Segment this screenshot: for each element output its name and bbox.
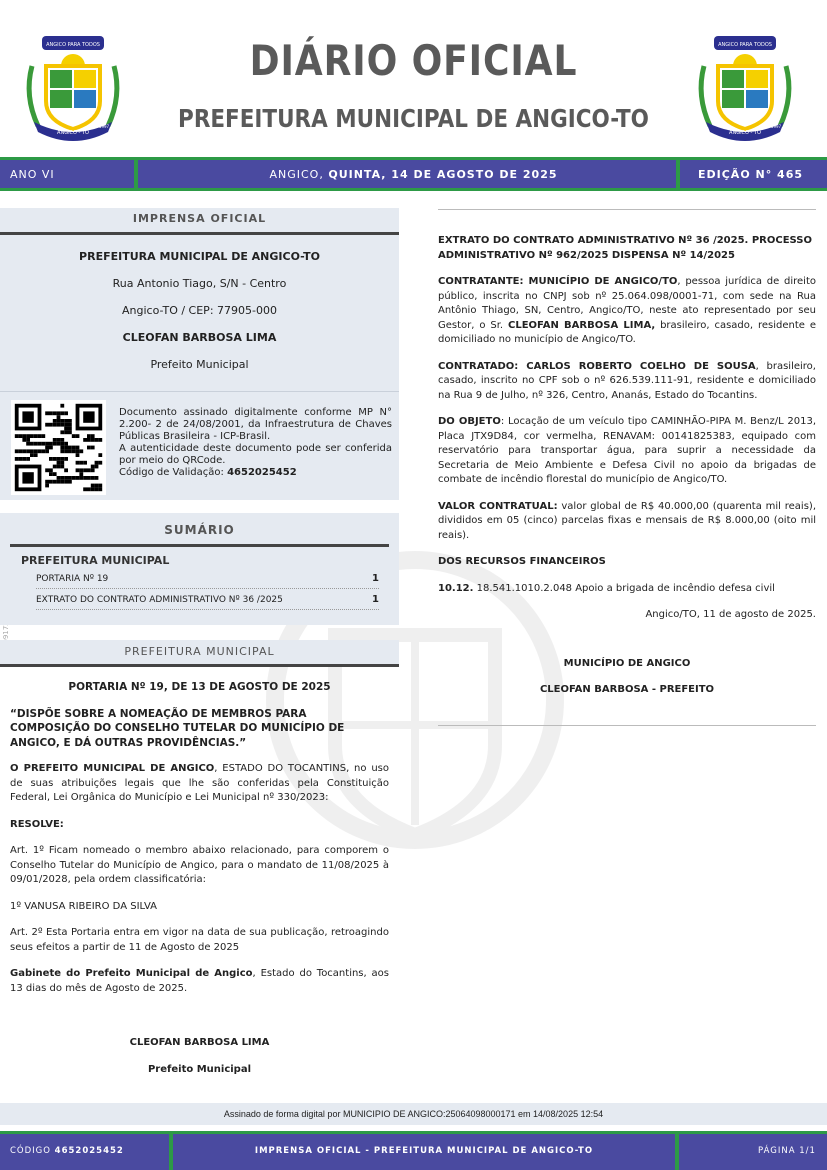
extrato-recursos: DOS RECURSOS FINANCEIROS <box>438 556 606 567</box>
emblem-bottom-text: ANGICO - TO <box>57 130 89 136</box>
extrato-objeto: DO OBJETO: Locação de um veículo tipo CAMINHÃO-PIPA M. Benz/L 2013, Placa JTX9D84, cor vermelha, RENAVAM: 00141825383, equipado com reservatório para transportar água, para suprir a necessidade da Secretaria de Meio Ambiente e Defesa Civil no apoio da brigadas de combate de incêndio florestal do município de Angico/TO. <box>438 416 817 485</box>
extrato-date: Angico/TO, 11 de agosto de 2025. <box>645 609 816 620</box>
portaria-resolve: RESOLVE: <box>10 818 64 830</box>
edition-number: EDIÇÃO N° 465 <box>698 168 804 181</box>
authenticity-notice: A autenticidade deste documento pode ser conferida por meio do QRCode. <box>119 443 392 466</box>
page-title: DIÁRIO OFICIAL <box>249 36 578 85</box>
footer-title: IMPRENSA OFICIAL - PREFEITURA MUNICIPAL DE ANGICO-TO <box>254 1146 594 1156</box>
portaria-title: PORTARIA Nº 19, DE 13 DE AGOSTO DE 2025 <box>68 681 331 693</box>
portaria-closing: Gabinete do Prefeito Municipal de Angico, Estado do Tocantins, aos 13 dias do mês de Agosto de 2025. <box>10 968 390 994</box>
extrato-body <box>438 234 816 698</box>
footer-code: CÓDIGO 4652025452 <box>10 1146 124 1156</box>
emblem-top-text: ANGICO PARA TODOS <box>46 42 100 48</box>
imprensa-heading: IMPRENSA OFICIAL <box>132 212 267 225</box>
imprensa-address: Rua Antonio Tiago, S/N - Centro <box>112 277 287 290</box>
imprensa-mayor: CLEOFAN BARBOSA LIMA <box>122 331 277 344</box>
signature-notice: Documento assinado digitalmente conforme MP N° 2.200- 2 de 24/08/2001, da Infraestrutura de Chaves Públicas Brasileira - ICP-Brasil. <box>119 407 392 442</box>
portaria-body <box>10 680 389 1077</box>
imprensa-role: Prefeito Municipal <box>150 358 249 371</box>
page-subtitle: PREFEITURA MUNICIPAL DE ANGICO-TO <box>178 104 649 133</box>
portaria-art2: Art. 2º Esta Portaria entra em vigor na data de sua publicação, retroagindo seus efeitos a partir de 11 de Agosto de 2025 <box>10 927 389 953</box>
validation-qr-code[interactable] <box>11 400 106 495</box>
imprensa-city: Angico-TO / CEP: 77905-000 <box>122 304 277 317</box>
portaria-sign-name: CLEOFAN BARBOSA LIMA <box>129 1037 270 1048</box>
sumario-heading: SUMÁRIO <box>164 523 235 537</box>
imprensa-org: PREFEITURA MUNICIPAL DE ANGICO-TO <box>79 250 320 263</box>
emblem-year: 1997 <box>98 124 110 129</box>
sumario-section: PREFEITURA MUNICIPAL <box>21 554 170 567</box>
section-heading: PREFEITURA MUNICIPAL <box>124 645 275 658</box>
footer-page: PÁGINA 1/1 <box>758 1146 816 1156</box>
footer-bar <box>0 1131 827 1170</box>
extrato-sign-name: CLEOFAN BARBOSA - PREFEITO <box>539 684 715 695</box>
portaria-sign-role: Prefeito Municipal <box>147 1063 252 1075</box>
extrato-contratado: CONTRATADO: CARLOS ROBERTO COELHO DE SOUSA, brasileiro, casado, inscrito no CPF sob o nº 626.539.111-91, residente e domiciliado na Rua 9 de Julho, nº 326, Centro, Ananás, Estado do Tocantins. <box>438 360 816 401</box>
extrato-dotacao: 10.12. 18.541.1010.2.048 Apoio a brigada de incêndio defesa civil <box>438 582 775 594</box>
extrato-contratante: CONTRATANTE: MUNICÍPIO DE ANGICO/TO, pessoa jurídica de direito público, inscrita no CNPJ sob nº 25.064.098/0001-71, com sede na Rua Antônio Thiago, SN, Centro, Angico/TO, neste ato representado por seu Gestor, o Sr. CLEOFAN BARBOSA LIMA, brasileiro, casado, residente e domiciliado no município de Angico/TO. <box>438 276 816 345</box>
portaria-preamble: O PREFEITO MUNICIPAL DE ANGICO, ESTADO DO TOCANTINS, no uso de suas atribuições legais que lhe são conferidas pela Constituição Federal, Lei Orgânica do Município e Lei Municipal nº 330/2023: <box>10 763 389 803</box>
edition-info-bar <box>0 157 827 191</box>
digital-signature-line: Assinado de forma digital por MUNICIPIO DE ANGICO:25064098000171 em 14/08/2025 12:54 <box>0 1103 827 1125</box>
sumario-list <box>36 568 379 610</box>
portaria-member: 1º VANUSA RIBEIRO DA SILVA <box>10 900 158 912</box>
extrato-valor: VALOR CONTRATUAL: valor global de R$ 40.000,00 (quarenta mil reais), divididos em 05 (cinco) parcelas fixas e mensais de R$ 8.000,00 (oito mil reais). <box>438 500 817 541</box>
extrato-title: EXTRATO DO CONTRATO ADMINISTRATIVO Nº 36 /2025. PROCESSO ADMINISTRATIVO Nº 962/2025 DISPENSA Nº 14/2025 <box>438 235 812 261</box>
sumario-item[interactable]: PORTARIA Nº 19 1 <box>36 568 379 589</box>
year-label: ANO VI <box>10 168 55 181</box>
emblem-year: 1997 <box>770 124 782 129</box>
extrato-sign-org: MUNICÍPIO DE ANGICO <box>563 657 691 669</box>
validation-code-line: Código de Validação: 4652025452 <box>119 467 297 478</box>
portaria-ementa: “DISPÕE SOBRE A NOMEAÇÃO DE MEMBROS PARA COMPOSIÇÃO DO CONSELHO TUTELAR DO MUNICÍPIO DE ANGICO, E DÁ OUTRAS PROVIDÊNCIAS.” <box>10 707 345 749</box>
edition-date: ANGICO, QUINTA, 14 DE AGOSTO DE 2025 <box>269 168 558 181</box>
emblem-bottom-text: ANGICO - TO <box>729 130 761 136</box>
portaria-art1: Art. 1º Ficam nomeado o membro abaixo relacionado, para comporem o Conselho Tutelar do Município de Angico, para o mandato de 11/08/2025 à 09/01/2028, pela ordem classificatória: <box>10 845 389 885</box>
sumario-item[interactable]: EXTRATO DO CONTRATO ADMINISTRATIVO Nº 36 /2025 1 <box>36 589 379 610</box>
emblem-top-text: ANGICO PARA TODOS <box>718 42 772 48</box>
